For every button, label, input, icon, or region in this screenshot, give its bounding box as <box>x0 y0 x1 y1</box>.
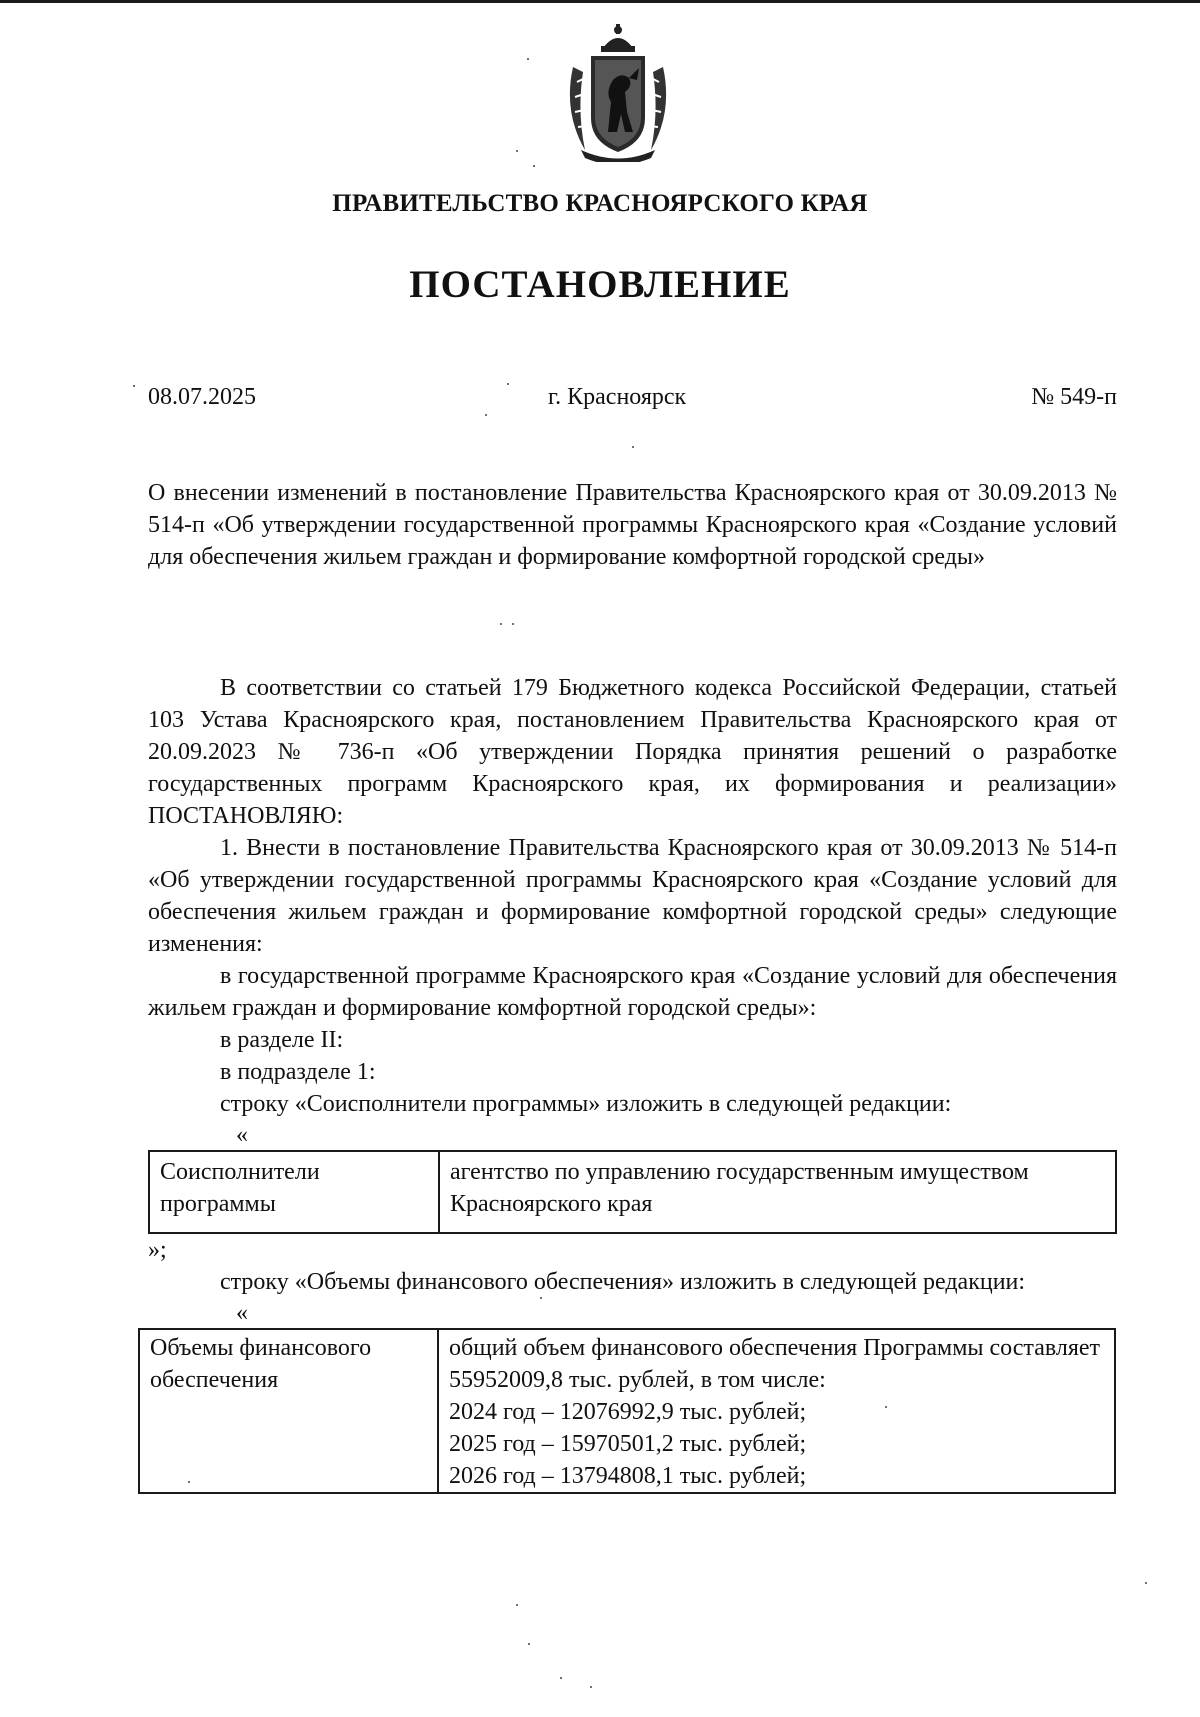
scan-speck <box>1145 1582 1147 1584</box>
financing-2026-line: 2026 год – 13794808,1 тыс. рублей; <box>449 1463 807 1489</box>
financing-value-cell <box>438 1329 1115 1493</box>
scan-speck <box>560 1677 562 1679</box>
document-type-title: ПОСТАНОВЛЕНИЕ <box>409 263 791 306</box>
scan-speck <box>512 623 514 625</box>
scan-speck <box>533 165 535 167</box>
scan-speck <box>528 1643 530 1645</box>
coexecutors-value-cell: агентство по управлению государственным имуществом Красноярского края <box>439 1151 1116 1233</box>
row2-intro-paragraph: строку «Объемы финансового обеспечения» изложить в следующей редакции: <box>220 1269 1026 1295</box>
scan-speck <box>133 385 135 387</box>
scan-speck <box>485 414 487 416</box>
document-meta-row <box>148 384 1117 414</box>
document-number: № 549-п <box>1031 384 1117 410</box>
scan-speck <box>632 446 634 448</box>
financing-2024-line: 2024 год – 12076992,9 тыс. рублей; <box>449 1399 807 1425</box>
quote-close-mark: »; <box>148 1237 167 1263</box>
financing-2025-line: 2025 год – 15970501,2 тыс. рублей; <box>449 1431 807 1457</box>
document-body <box>148 672 1117 1494</box>
scan-speck <box>590 1686 592 1688</box>
scan-speck <box>527 58 529 60</box>
scan-speck <box>516 1604 518 1606</box>
scan-speck <box>885 1406 887 1408</box>
section-line: в разделе II: <box>220 1027 344 1053</box>
organization-name: ПРАВИТЕЛЬСТВО КРАСНОЯРСКОГО КРАЯ <box>332 190 868 217</box>
coexecutors-table <box>148 1150 1117 1234</box>
table-row <box>139 1329 1115 1493</box>
coat-of-arms-icon <box>563 22 673 162</box>
document-city: г. Красноярск <box>548 384 687 410</box>
preamble-paragraph: В соответствии со статьей 179 Бюджетного кодекса Российской Федерации, статьей 103 Устава Красноярского края, постановлением Правительства Красноярского края от 20.09.2023 № 736-п «Об утверждении Порядка принятия решений о разработке государственных программ Красноярского края, их формирования и реализации» ПОСТАНОВЛЯЮ: <box>148 675 1117 829</box>
quote-open-mark: « <box>236 1300 248 1326</box>
scan-speck <box>500 623 502 625</box>
financing-label-cell: Объемы финансового обеспечения <box>139 1329 438 1493</box>
item-1-paragraph: 1. Внести в постановление Правительства Красноярского края от 30.09.2013 № 514-п «Об утверждении государственной программы Красноярского края «Создание условий для обеспечения жильем граждан и формирование комфортной городской среды» следующие изменения: <box>148 835 1117 957</box>
financing-total-line: общий объем финансового обеспечения Программы составляет 55952009,8 тыс. рублей, в том числе: <box>449 1335 1101 1393</box>
document-subject: О внесении изменений в постановление Правительства Красноярского края от 30.09.2013 № 514-п «Об утверждении государственной программы Красноярского края «Создание условий для обеспечения жильем граждан и формирование комфортной городской среды» <box>148 480 1117 570</box>
scan-speck <box>507 383 509 385</box>
program-line-paragraph: в государственной программе Красноярского края «Создание условий для обеспечения жильем граждан и формирование комфортной городской среды»: <box>148 963 1117 1021</box>
financing-table <box>138 1328 1116 1494</box>
top-border-line <box>0 0 1200 3</box>
row1-intro-paragraph: строку «Соисполнители программы» изложить в следующей редакции: <box>220 1091 952 1117</box>
subsection-line: в подразделе 1: <box>220 1059 376 1085</box>
document-date: 08.07.2025 <box>148 384 256 410</box>
scan-speck <box>516 150 518 152</box>
table-row <box>149 1151 1116 1233</box>
quote-open-mark: « <box>236 1122 248 1148</box>
coexecutors-label-cell: Соисполнители программы <box>149 1151 439 1233</box>
scan-speck <box>188 1481 190 1483</box>
scan-speck <box>540 1297 542 1299</box>
